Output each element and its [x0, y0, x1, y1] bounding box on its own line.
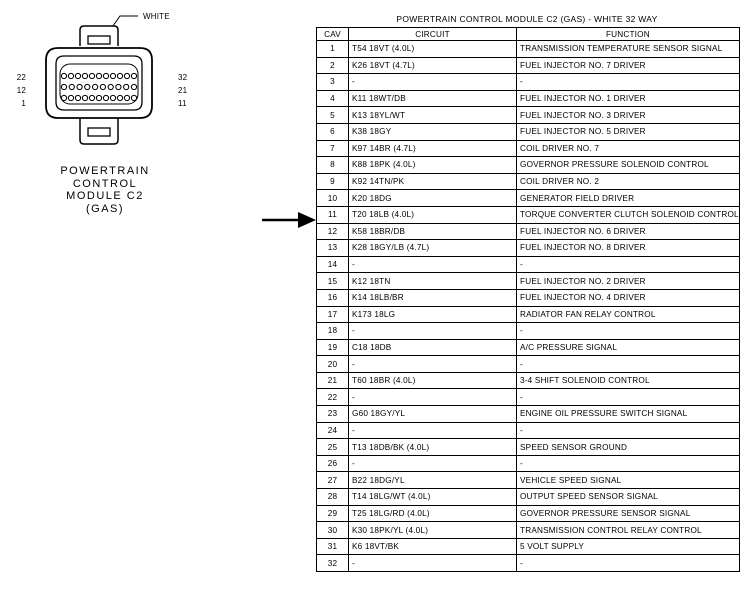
function-cell: 3-4 SHIFT SOLENOID CONTROL	[517, 372, 740, 389]
cav-cell: 9	[317, 173, 349, 190]
cav-cell: 6	[317, 123, 349, 140]
table-row	[317, 555, 740, 572]
table-row	[317, 289, 740, 306]
table-row	[317, 422, 740, 439]
cav-cell: 20	[317, 356, 349, 373]
table-row	[317, 389, 740, 406]
cav-cell: 2	[317, 57, 349, 74]
circuit-cell: -	[349, 555, 517, 572]
pin-cavity	[124, 84, 129, 89]
circuit-cell: T14 18LG/WT (4.0L)	[349, 489, 517, 506]
function-cell: -	[517, 555, 740, 572]
table-row	[317, 306, 740, 323]
function-cell: COIL DRIVER NO. 7	[517, 140, 740, 157]
table-row	[317, 439, 740, 456]
pin-cavity	[100, 84, 105, 89]
cav-cell: 15	[317, 273, 349, 290]
pin-cavity	[131, 73, 136, 78]
table-row	[317, 489, 740, 506]
table-row	[317, 273, 740, 290]
function-cell: FUEL INJECTOR NO. 5 DRIVER	[517, 123, 740, 140]
cav-cell: 32	[317, 555, 349, 572]
circuit-cell: K58 18BR/DB	[349, 223, 517, 240]
cav-cell: 7	[317, 140, 349, 157]
connector-diagram	[0, 0, 188, 240]
function-cell: FUEL INJECTOR NO. 1 DRIVER	[517, 90, 740, 107]
table-row	[317, 372, 740, 389]
function-cell: FUEL INJECTOR NO. 8 DRIVER	[517, 240, 740, 257]
cav-cell: 18	[317, 323, 349, 340]
table-row	[317, 505, 740, 522]
cav-cell: 27	[317, 472, 349, 489]
pin-cavity	[93, 84, 98, 89]
function-cell: TRANSMISSION CONTROL RELAY CONTROL	[517, 522, 740, 539]
circuit-cell: G60 18GY/YL	[349, 406, 517, 423]
function-cell: 5 VOLT SUPPLY	[517, 538, 740, 555]
pin-cavity	[103, 95, 108, 100]
circuit-cell: -	[349, 389, 517, 406]
caption-line: MODULE C2	[66, 190, 144, 202]
function-cell: GENERATOR FIELD DRIVER	[517, 190, 740, 207]
pin-cavity	[110, 73, 115, 78]
circuit-cell: K6 18VT/BK	[349, 538, 517, 555]
pin-number-label: 1	[21, 99, 26, 108]
circuit-cell: -	[349, 356, 517, 373]
circuit-cell: K11 18WT/DB	[349, 90, 517, 107]
cav-cell: 5	[317, 107, 349, 124]
circuit-cell: T13 18DB/BK (4.0L)	[349, 439, 517, 456]
pin-cavity	[131, 84, 136, 89]
table-row	[317, 538, 740, 555]
table-row	[317, 455, 740, 472]
table-row	[317, 157, 740, 174]
table-title: POWERTRAIN CONTROL MODULE C2 (GAS) - WHITE 32 WAY	[396, 14, 658, 24]
header-cav: CAV	[317, 28, 349, 41]
circuit-cell: K26 18VT (4.7L)	[349, 57, 517, 74]
function-cell: GOVERNOR PRESSURE SENSOR SIGNAL	[517, 505, 740, 522]
pin-table	[316, 27, 740, 572]
connector-caption	[44, 165, 166, 215]
pin-cavity	[75, 73, 80, 78]
cav-cell: 14	[317, 256, 349, 273]
table-row	[317, 107, 740, 124]
caption-line: CONTROL	[72, 177, 138, 190]
cav-cell: 13	[317, 240, 349, 257]
pin-cavity	[116, 84, 121, 89]
caption-line: POWERTRAIN	[60, 165, 150, 177]
function-cell: -	[517, 323, 740, 340]
function-cell: -	[517, 74, 740, 91]
caption-line: (GAS)	[85, 202, 125, 215]
table-row	[317, 339, 740, 356]
table-row	[317, 323, 740, 340]
circuit-cell: T60 18BR (4.0L)	[349, 372, 517, 389]
cav-cell: 8	[317, 157, 349, 174]
cav-cell: 26	[317, 455, 349, 472]
table-row	[317, 173, 740, 190]
pin-cavity	[75, 95, 80, 100]
pin-cavity	[77, 84, 82, 89]
pin-cavity	[82, 95, 87, 100]
table-header-row	[317, 28, 740, 41]
function-cell: -	[517, 256, 740, 273]
pin-cavity	[61, 73, 66, 78]
cav-cell: 28	[317, 489, 349, 506]
cav-cell: 30	[317, 522, 349, 539]
pin-number-label: 11	[178, 99, 187, 108]
circuit-cell: K173 18LG	[349, 306, 517, 323]
pin-cavity	[82, 73, 87, 78]
pin-number-label: 32	[178, 73, 188, 82]
cav-cell: 17	[317, 306, 349, 323]
function-cell: COIL DRIVER NO. 2	[517, 173, 740, 190]
cav-cell: 3	[317, 74, 349, 91]
circuit-cell: K14 18LB/BR	[349, 289, 517, 306]
pin-cavity	[103, 73, 108, 78]
table-row	[317, 256, 740, 273]
table-row	[317, 41, 740, 58]
pin-cavity	[68, 73, 73, 78]
circuit-cell: K20 18DG	[349, 190, 517, 207]
function-cell: GOVERNOR PRESSURE SOLENOID CONTROL	[517, 157, 740, 174]
table-row	[317, 356, 740, 373]
circuit-cell: K30 18PK/YL (4.0L)	[349, 522, 517, 539]
circuit-cell: K12 18TN	[349, 273, 517, 290]
pin-cavity	[117, 95, 122, 100]
table-row	[317, 123, 740, 140]
pin-cavity	[68, 95, 73, 100]
table-row	[317, 522, 740, 539]
header-circuit: CIRCUIT	[349, 28, 517, 41]
cav-cell: 23	[317, 406, 349, 423]
circuit-cell: -	[349, 74, 517, 91]
circuit-cell: T20 18LB (4.0L)	[349, 206, 517, 223]
circuit-cell: -	[349, 256, 517, 273]
pin-cavity	[85, 84, 90, 89]
function-cell: -	[517, 422, 740, 439]
function-cell: FUEL INJECTOR NO. 3 DRIVER	[517, 107, 740, 124]
circuit-cell: T25 18LG/RD (4.0L)	[349, 505, 517, 522]
circuit-cell: K13 18YL/WT	[349, 107, 517, 124]
table-row	[317, 240, 740, 257]
cav-cell: 22	[317, 389, 349, 406]
circuit-cell: -	[349, 455, 517, 472]
function-cell: FUEL INJECTOR NO. 4 DRIVER	[517, 289, 740, 306]
cav-cell: 31	[317, 538, 349, 555]
pin-cavity	[96, 73, 101, 78]
table-row	[317, 140, 740, 157]
cav-cell: 25	[317, 439, 349, 456]
function-cell: -	[517, 356, 740, 373]
function-cell: ENGINE OIL PRESSURE SWITCH SIGNAL	[517, 406, 740, 423]
pin-number-label: 21	[178, 86, 188, 95]
cav-cell: 19	[317, 339, 349, 356]
function-cell: TRANSMISSION TEMPERATURE SENSOR SIGNAL	[517, 41, 740, 58]
table-row	[317, 223, 740, 240]
circuit-cell: K97 14BR (4.7L)	[349, 140, 517, 157]
function-cell: FUEL INJECTOR NO. 7 DRIVER	[517, 57, 740, 74]
pin-cavity	[110, 95, 115, 100]
cav-cell: 21	[317, 372, 349, 389]
function-cell: SPEED SENSOR GROUND	[517, 439, 740, 456]
circuit-cell: B22 18DG/YL	[349, 472, 517, 489]
function-cell: -	[517, 455, 740, 472]
function-cell: RADIATOR FAN RELAY CONTROL	[517, 306, 740, 323]
function-cell: -	[517, 389, 740, 406]
cav-cell: 11	[317, 206, 349, 223]
cav-cell: 16	[317, 289, 349, 306]
cav-cell: 10	[317, 190, 349, 207]
table-row	[317, 190, 740, 207]
pin-cavity	[89, 95, 94, 100]
function-cell: A/C PRESSURE SIGNAL	[517, 339, 740, 356]
circuit-cell: K92 14TN/PK	[349, 173, 517, 190]
header-function: FUNCTION	[517, 28, 740, 41]
function-cell: TORQUE CONVERTER CLUTCH SOLENOID CONTROL	[517, 206, 740, 223]
circuit-cell: T54 18VT (4.0L)	[349, 41, 517, 58]
pin-cavity	[96, 95, 101, 100]
function-cell: VEHICLE SPEED SIGNAL	[517, 472, 740, 489]
pin-cavity	[69, 84, 74, 89]
cav-cell: 12	[317, 223, 349, 240]
table-row	[317, 472, 740, 489]
pin-cavity	[61, 95, 66, 100]
wire-color-label: WHITE	[143, 12, 170, 21]
table-row	[317, 406, 740, 423]
pin-cavity	[124, 95, 129, 100]
table-row	[317, 57, 740, 74]
cav-cell: 24	[317, 422, 349, 439]
circuit-cell: C18 18DB	[349, 339, 517, 356]
function-cell: FUEL INJECTOR NO. 6 DRIVER	[517, 223, 740, 240]
circuit-cell: K28 18GY/LB (4.7L)	[349, 240, 517, 257]
function-cell: FUEL INJECTOR NO. 2 DRIVER	[517, 273, 740, 290]
connector-face-drawing	[0, 0, 200, 160]
table-row	[317, 90, 740, 107]
pin-cavity	[117, 73, 122, 78]
circuit-cell: -	[349, 323, 517, 340]
table-row	[317, 206, 740, 223]
cav-cell: 4	[317, 90, 349, 107]
pointer-arrow-icon	[262, 210, 318, 230]
function-cell: OUTPUT SPEED SENSOR SIGNAL	[517, 489, 740, 506]
circuit-cell: K38 18GY	[349, 123, 517, 140]
cav-cell: 29	[317, 505, 349, 522]
pin-number-label: 12	[16, 86, 26, 95]
pin-cavity	[61, 84, 66, 89]
table-row	[317, 74, 740, 91]
circuit-cell: K88 18PK (4.0L)	[349, 157, 517, 174]
pin-cavity	[108, 84, 113, 89]
circuit-cell: -	[349, 422, 517, 439]
pin-cavity	[131, 95, 136, 100]
pin-number-label: 22	[16, 73, 26, 82]
pin-cavity	[124, 73, 129, 78]
pin-cavity	[89, 73, 94, 78]
cav-cell: 1	[317, 41, 349, 58]
